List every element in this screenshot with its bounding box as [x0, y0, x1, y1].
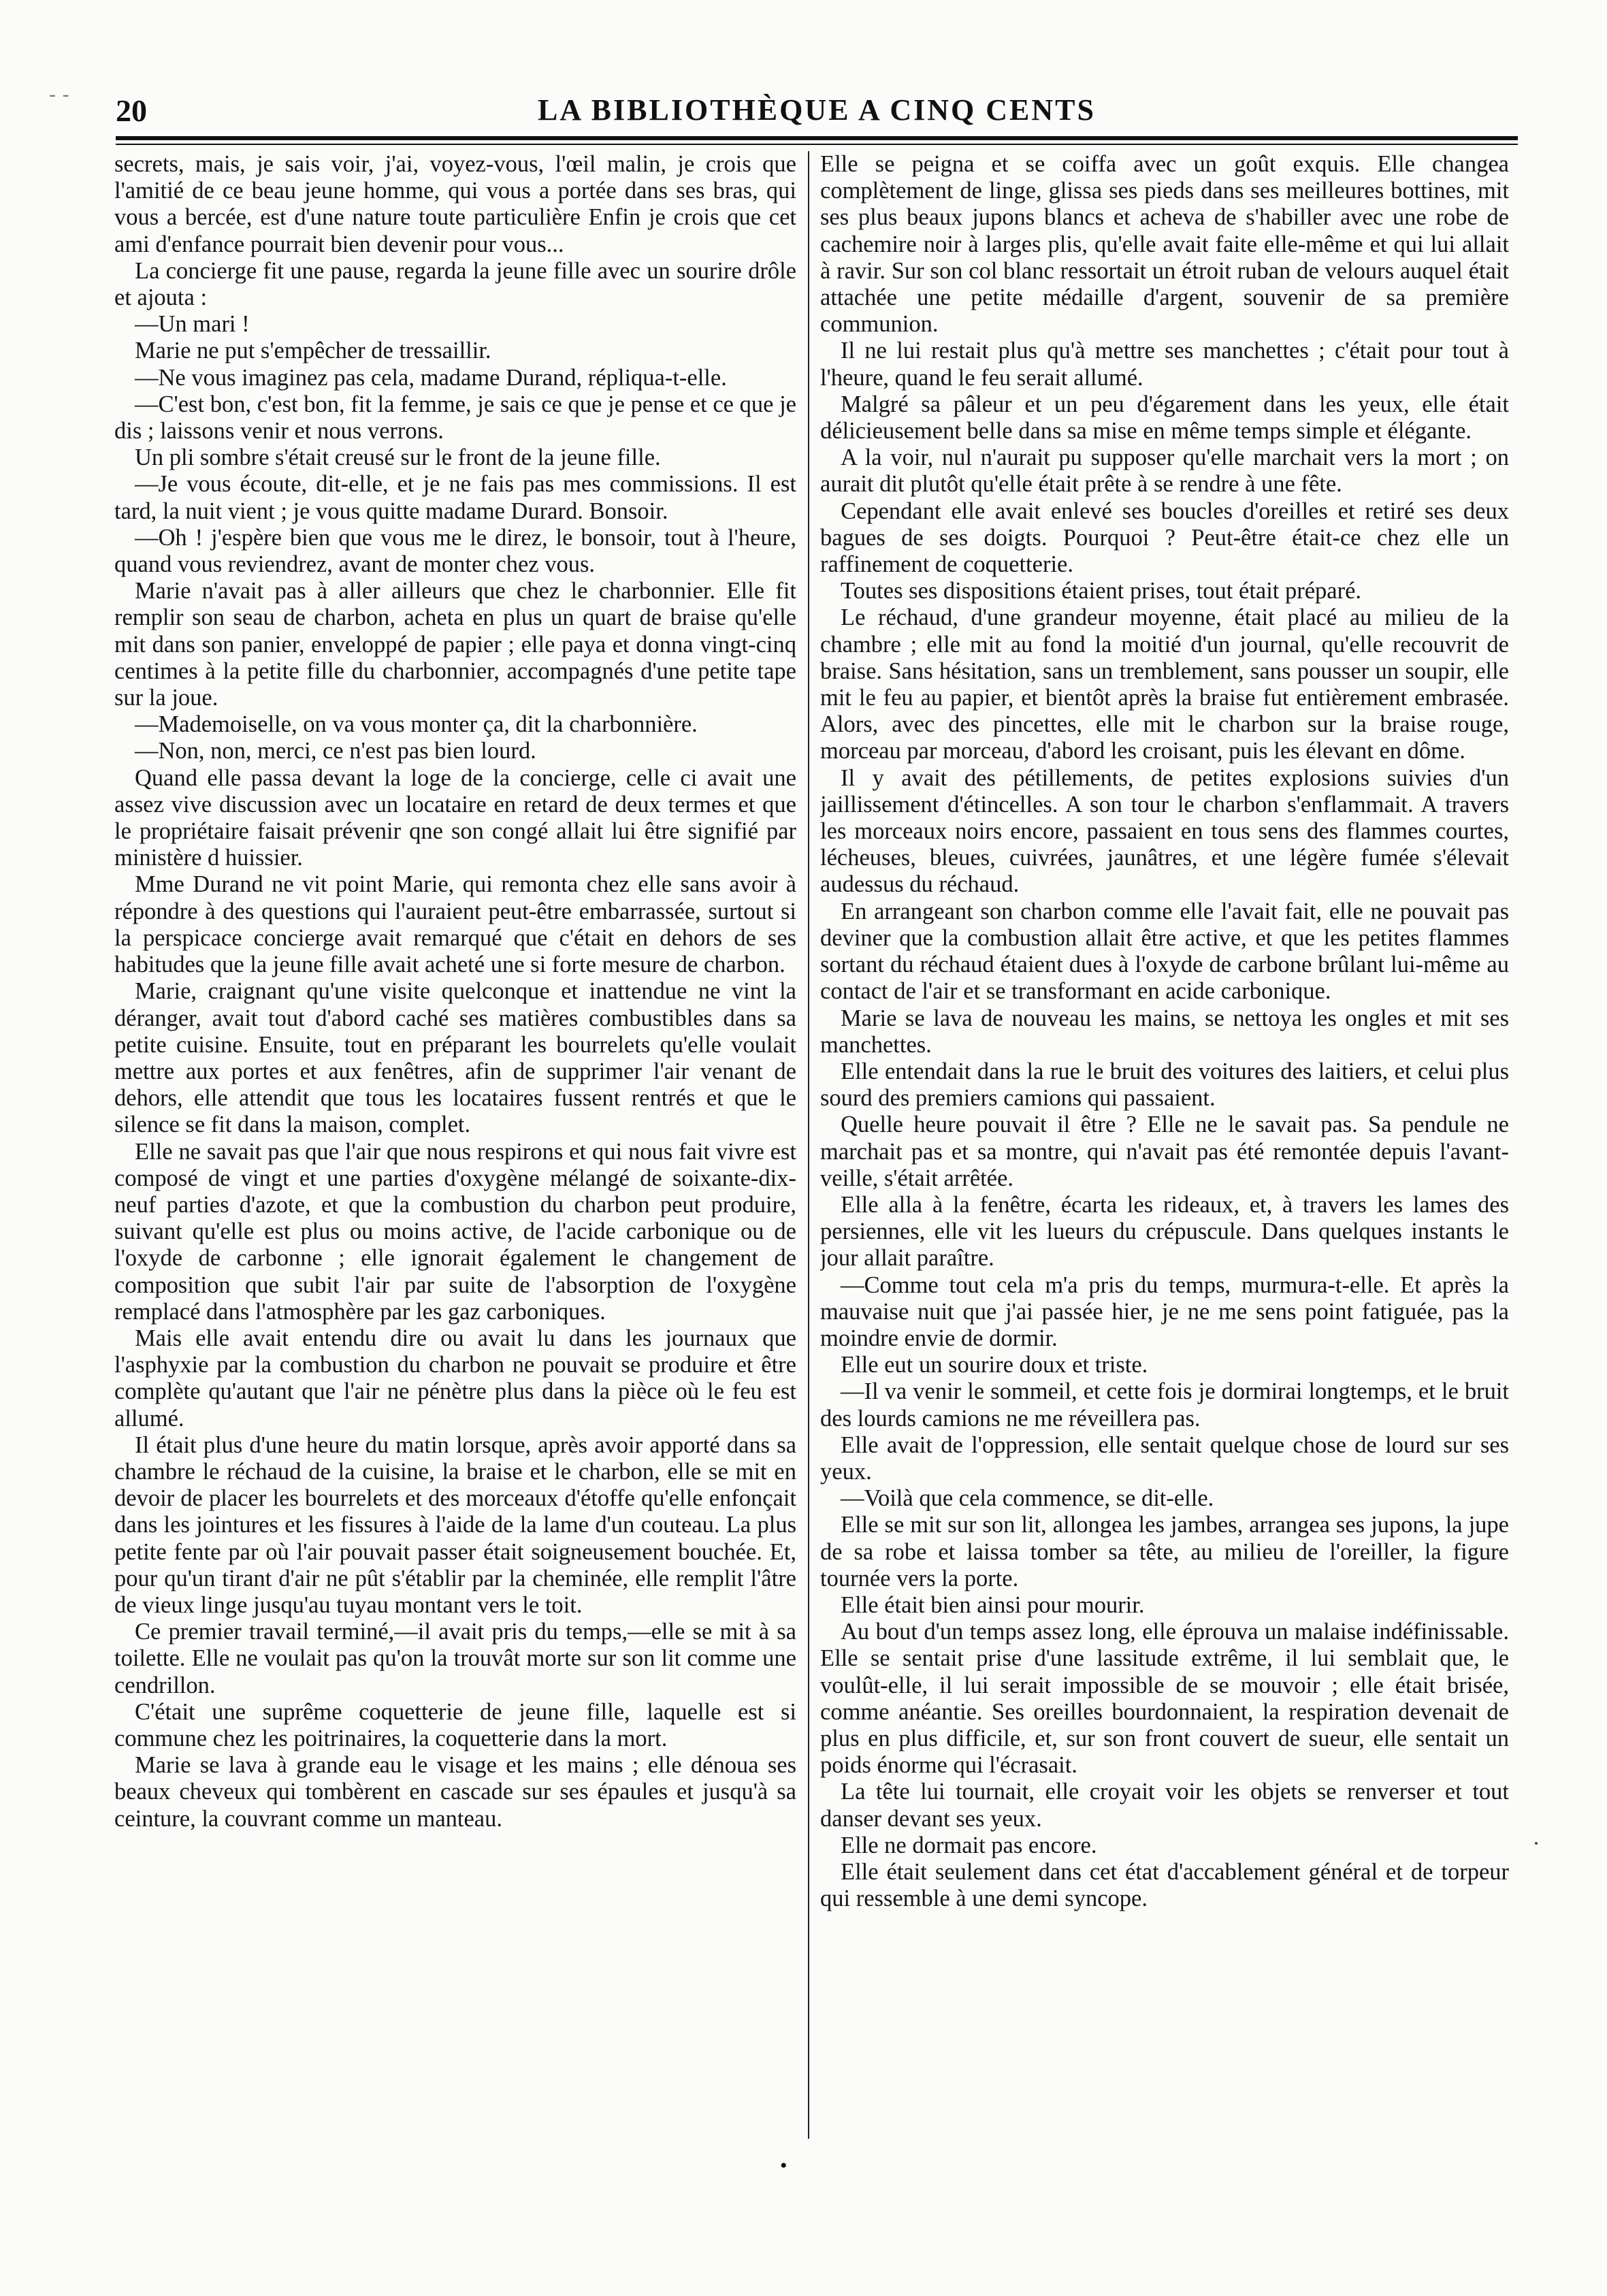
right-column-paragraph: Elle était bien ainsi pour mourir.: [841, 1591, 1145, 1618]
right-column-paragraph: Elle se peigna et se coiffa avec un goût exquis. Elle changea complètement de linge, glissa ses pieds dans ses meilleures bottines, mit ses plus beaux jupons blancs et acheva de s'habiller avec une robe de cachemire noir à larges plis, qu'elle avait faite elle-même et qui lui allait à ravir. Sur son col blanc ressortait un étroit ruban de velours auquel était attachée une petite médaille d'argent, souvenir de sa première communion.: [820, 151, 1509, 338]
page-header: [116, 88, 1518, 136]
left-column-paragraph: Marie se lava à grande eau le visage et les mains ; elle dénoua ses beaux cheveux qui tombèrent en cascade sur ses épaules et jusqu'à sa ceinture, la couvrant comme un manteau.: [114, 1752, 796, 1832]
left-column-paragraph: Marie, craignant qu'une visite quelconque et inattendue ne vint la déranger, avait tout d'abord caché ses matières combustibles dans sa petite cuisine. Ensuite, tout en préparant les bourrelets qu'elle voulait mettre aux portes et aux fenêtres, afin de supprimer l'air venant de dehors, elle attendit que tous les locataires fussent rentrés et que le silence se fit dans la maison, complet.: [114, 978, 796, 1138]
right-column-paragraph: —Voilà que cela commence, se dit-elle.: [841, 1485, 1214, 1512]
right-column-paragraph: Elle entendait dans la rue le bruit des voitures des laitiers, et celui plus sourd des premiers camions qui passaient.: [820, 1058, 1509, 1112]
column-divider: [808, 151, 809, 2139]
right-column-paragraph: —Il va venir le sommeil, et cette fois je dormirai longtemps, et le bruit des lourds camions ne me réveillera pas.: [820, 1378, 1509, 1432]
left-column-paragraph: Un pli sombre s'était creusé sur le front de la jeune fille.: [135, 444, 661, 471]
right-column-paragraph: Cependant elle avait enlevé ses boucles d'oreilles et retiré ses deux bagues de ses doigts. Pourquoi ? Peut-être était-ce chez elle un raffinement de coquetterie.: [820, 498, 1509, 578]
right-column-paragraph: Il y avait des pétillements, de petites explosions suivies d'un jaillissement d'étincelles. A son tour le charbon s'enflammait. A travers les morceaux noirs encore, passaient en tous sens des flammes courtes, lécheuses, bleues, cuivrées, jaunâtres, et une légère fumée s'élevait audessus du réchaud.: [820, 764, 1509, 898]
right-column-paragraph: —Comme tout cela m'a pris du temps, murmura-t-elle. Et après la mauvaise nuit que j'ai passée hier, je ne me sens point fatiguée, pas la moindre envie de dormir.: [820, 1272, 1509, 1351]
right-column-paragraph: Marie se lava de nouveau les mains, se nettoya les ongles et mit ses manchettes.: [820, 1005, 1509, 1058]
right-column-paragraph: Il ne lui restait plus qu'à mettre ses manchettes ; c'était pour tout à l'heure, quand le feu serait allumé.: [820, 338, 1509, 391]
left-column-paragraph: —C'est bon, c'est bon, fit la femme, je sais ce que je pense et ce que je dis ; laissons venir et nous verrons.: [114, 391, 796, 444]
left-column-paragraph: secrets, mais, je sais voir, j'ai, voyez-vous, l'œil malin, je crois que l'amitié de ce beau jeune homme, qui vous a portée dans ses bras, qui vous a bercée, est d'une nature toute particulière Enfin je crois que cet ami d'enfance pourrait bien devenir pour vous...: [114, 151, 796, 257]
left-column-paragraph: —Non, non, merci, ce n'est pas bien lourd.: [135, 738, 536, 764]
left-column-paragraph: —Un mari !: [135, 311, 250, 338]
left-column: [114, 151, 796, 2234]
right-column-paragraph: Elle se mit sur son lit, allongea les jambes, arrangea ses jupons, la jupe de sa robe et laissa tomber sa tête, au milieu de l'oreiller, la figure tournée vers la porte.: [820, 1512, 1509, 1591]
right-column: [820, 151, 1509, 2234]
print-speck: [1535, 1842, 1538, 1845]
right-column-paragraph: Elle était seulement dans cet état d'accablement général et de torpeur qui ressemble à une demi syncope.: [820, 1859, 1509, 1912]
left-column-paragraph: Marie ne put s'empêcher de tressaillir.: [135, 338, 491, 364]
left-column-paragraph: Quand elle passa devant la loge de la concierge, celle ci avait une assez vive discussion avec un locataire en retard de deux termes et que le propriétaire faisait prévenir qne son congé allait lui être signifié par ministère d huissier.: [114, 764, 796, 871]
header-rule-thick: [116, 136, 1518, 140]
page-number: 20: [116, 93, 147, 128]
right-column-paragraph: Elle ne dormait pas encore.: [841, 1832, 1097, 1858]
left-column-paragraph: C'était une suprême coquetterie de jeune fille, laquelle est si commune chez les poitrinaires, la coquetterie dans la mort.: [114, 1698, 796, 1751]
left-column-paragraph: —Je vous écoute, dit-elle, et je ne fais pas mes commissions. Il est tard, la nuit vient ; je vous quitte madame Durard. Bonsoir.: [114, 471, 796, 524]
header-rule-thin: [116, 144, 1518, 145]
footer-mark: •: [780, 2154, 788, 2177]
left-column-paragraph: Mme Durand ne vit point Marie, qui remonta chez elle sans avoir à répondre à des questions qui l'auraient peut-être embarrassée, surtout si la perspicace concierge avait remarqué que c'était en dehors de ses habitudes que la jeune fille avait acheté une si forte mesure de charbon.: [114, 871, 796, 978]
left-column-paragraph: La concierge fit une pause, regarda la jeune fille avec un sourire drôle et ajouta :: [114, 257, 796, 311]
corner-mark: - -: [49, 83, 69, 107]
right-column-paragraph: En arrangeant son charbon comme elle l'avait fait, elle ne pouvait pas deviner que la combustion allait être active, et que les petites flammes sortant du réchaud étaient dues à l'oxyde de carbone brûlant lui-même au contact de l'air et se transformant en acide carbonique.: [820, 898, 1509, 1005]
right-column-paragraph: Toutes ses dispositions étaient prises, tout était préparé.: [841, 578, 1362, 604]
right-column-paragraph: Quelle heure pouvait il être ? Elle ne le savait pas. Sa pendule ne marchait pas et sa montre, qui n'avait pas été remontée depuis l'avant-veille, s'était arrêtée.: [820, 1112, 1509, 1191]
right-column-paragraph: A la voir, nul n'aurait pu supposer qu'elle marchait vers la mort ; on aurait dit plutôt qu'elle était prête à se rendre à une fête.: [820, 444, 1509, 498]
left-column-paragraph: Il était plus d'une heure du matin lorsque, après avoir apporté dans sa chambre le réchaud de la cuisine, la braise et le charbon, elle se mit en devoir de placer les bourrelets et des morceaux d'étoffe qu'elle enfonçait dans les jointures et les fissures à l'aide de la lame d'un couteau. La plus petite fente par où l'air pouvait passer était soigneusement bouchée. Et, pour qu'un tirant d'air ne pût s'établir par la cheminée, elle remplit l'âtre de vieux linge jusqu'au tuyau montant vers le toit.: [114, 1432, 796, 1618]
right-column-paragraph: Au bout d'un temps assez long, elle éprouva un malaise indéfinissable. Elle se sentait prise d'une lassitude extrême, il lui semblait que, le voulût-elle, il lui serait impossible de se mouvoir ; elle était brisée, comme anéantie. Ses oreilles bourdonnaient, la respiration devenait de plus en plus difficile, et, sur son front couvert de sueur, elle sentait un poids énorme qui l'écrasait.: [820, 1619, 1509, 1779]
running-title: LA BIBLIOTHÈQUE A CINQ CENTS: [537, 93, 1096, 127]
right-column-paragraph: Elle avait de l'oppression, elle sentait quelque chose de lourd sur ses yeux.: [820, 1432, 1509, 1485]
right-column-paragraph: Elle eut un sourire doux et triste.: [841, 1352, 1148, 1378]
right-column-paragraph: La tête lui tournait, elle croyait voir les objets se renverser et tout danser devant ses yeux.: [820, 1779, 1509, 1832]
left-column-paragraph: Mais elle avait entendu dire ou avait lu dans les journaux que l'asphyxie par la combustion du charbon ne pouvait se produire et être complète qu'autant que l'air ne pénètre plus dans la pièce où le feu est allumé.: [114, 1325, 796, 1432]
left-column-paragraph: —Ne vous imaginez pas cela, madame Durand, répliqua-t-elle.: [135, 364, 727, 391]
left-column-paragraph: Marie n'avait pas à aller ailleurs que chez le charbonnier. Elle fit remplir son seau de charbon, acheta en plus un quart de braise qu'elle mit dans son panier, enveloppé de papier ; elle paya et donna vingt-cinq centimes à la petite fille du charbonnier, accompagnés d'une petite tape sur la joue.: [114, 578, 796, 711]
left-column-paragraph: Ce premier travail terminé,—il avait pris du temps,—elle se mit à sa toilette. Elle ne voulait pas qu'on la trouvât morte sur son lit comme une cendrillon.: [114, 1619, 796, 1698]
left-column-paragraph: —Mademoiselle, on va vous monter ça, dit la charbonnière.: [135, 711, 698, 738]
left-column-paragraph: —Oh ! j'espère bien que vous me le direz, le bonsoir, tout à l'heure, quand vous reviendrez, avant de monter chez vous.: [114, 524, 796, 578]
right-column-paragraph: Malgré sa pâleur et un peu d'égarement dans les yeux, elle était délicieusement belle dans sa mise en même temps simple et élégante.: [820, 391, 1509, 444]
right-column-paragraph: Le réchaud, d'une grandeur moyenne, était placé au milieu de la chambre ; elle mit au fond la moitié d'un journal, qu'elle recouvrit de braise. Sans hésitation, sans un tremblement, sans pousser un soupir, elle mit le feu au papier, et bientôt après la braise fut entièrement embrasée. Alors, avec des pincettes, elle mit le charbon sur la braise rouge, morceau par morceau, d'abord les croisant, puis les élevant en dôme.: [820, 604, 1509, 764]
right-column-paragraph: Elle alla à la fenêtre, écarta les rideaux, et, à travers les lames des persiennes, elle vit les lueurs du crépuscule. Dans quelques instants le jour allait paraître.: [820, 1191, 1509, 1272]
left-column-paragraph: Elle ne savait pas que l'air que nous respirons et qui nous fait vivre est composé de vingt et une parties d'oxygène mélangé de soixante-dix-neuf parties d'azote, et que la combustion du charbon peut produire, suivant qu'elle est plus ou moins active, de l'acide carbonique ou de l'oxyde de carbonne ; elle ignorait également le changement de composition que subit l'air par suite de l'absorption de l'oxygène remplacé dans l'atmosphère par les gaz carboniques.: [114, 1138, 796, 1325]
